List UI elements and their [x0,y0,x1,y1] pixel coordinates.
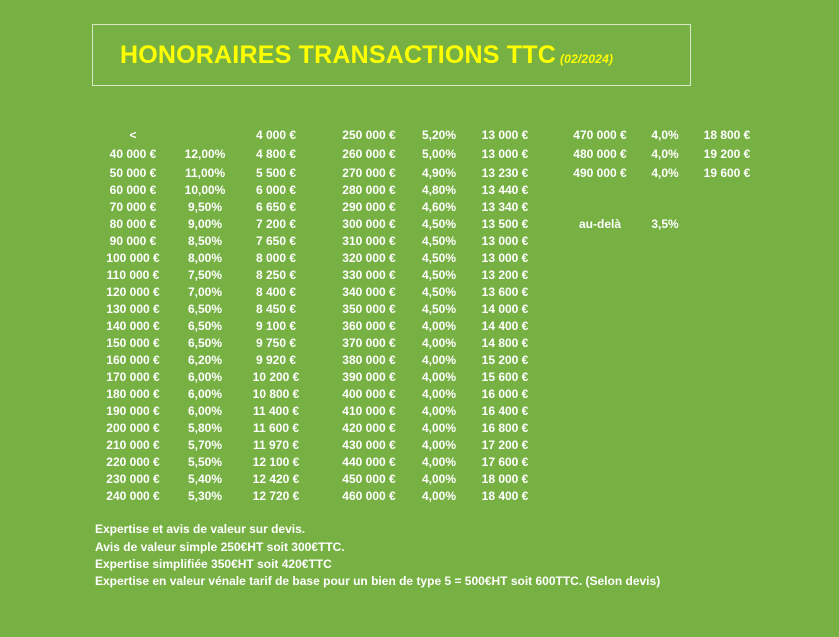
page-title [120,41,613,70]
table-cell-c1: 240 000 € [106,489,160,503]
note-line: Avis de valeur simple 250€HT soit 300€TTC. [95,540,345,554]
table-cell-c6: 13 000 € [481,234,529,248]
table-cell-c6: 15 600 € [481,370,529,384]
table-cell-c1: 170 000 € [106,370,160,384]
table-cell-c6: 14 800 € [481,336,529,350]
table-cell-c4: 420 000 € [342,421,396,435]
table-cell-c5: 4,60% [421,200,457,214]
table-cell-c6: 14 000 € [481,302,529,316]
table-cell-c1: 100 000 € [106,251,160,265]
table-cell-c5: 4,00% [421,489,457,503]
table-cell-c7: 480 000 € [573,147,627,161]
table-cell-c7: 490 000 € [573,166,627,180]
title-box [92,24,691,86]
table-cell-c6: 13 000 € [481,128,529,142]
table-cell-c1: 220 000 € [106,455,160,469]
table-cell-c3: 11 970 € [252,438,300,452]
table-cell-c3: 8 450 € [255,302,297,316]
table-cell-c5: 4,00% [421,455,457,469]
table-cell-c6: 18 000 € [481,472,529,486]
table-cell-c6: 13 000 € [481,147,529,161]
table-cell-c5: 4,00% [421,438,457,452]
table-cell-c6: 17 200 € [481,438,529,452]
table-cell-c4: 440 000 € [342,455,396,469]
table-cell-c3: 8 000 € [255,251,297,265]
table-cell-c7: au-delà [578,217,622,231]
table-cell-c1: 140 000 € [106,319,160,333]
table-cell-c2: 9,00% [187,217,223,231]
table-cell-c6: 14 400 € [481,319,529,333]
table-cell-c1: 210 000 € [106,438,160,452]
table-cell-c2: 6,50% [187,336,223,350]
table-cell-c8: 4,0% [651,166,679,180]
table-cell-c1: 60 000 € [109,183,157,197]
table-cell-c2: 12,00% [184,147,226,161]
table-cell-c3: 6 000 € [255,183,297,197]
table-cell-c4: 340 000 € [342,285,396,299]
table-cell-c6: 13 230 € [481,166,529,180]
table-cell-c4: 330 000 € [342,268,396,282]
table-cell-c2: 6,00% [187,404,223,418]
table-cell-c5: 4,00% [421,387,457,401]
table-cell-c3: 8 250 € [255,268,297,282]
table-cell-c4: 400 000 € [342,387,396,401]
table-cell-c9: 18 800 € [703,128,751,142]
table-cell-c8: 3,5% [651,217,679,231]
table-cell-c3: 10 800 € [252,387,300,401]
table-cell-c7: 470 000 € [573,128,627,142]
table-cell-c3: 9 920 € [255,353,297,367]
table-cell-c2: 8,50% [187,234,223,248]
table-cell-c3: 7 650 € [255,234,297,248]
table-cell-c6: 13 600 € [481,285,529,299]
table-cell-c6: 13 340 € [481,200,529,214]
table-cell-c6: 13 500 € [481,217,529,231]
table-cell-c2: 7,00% [187,285,223,299]
table-cell-c3: 12 420 € [252,472,300,486]
table-cell-c4: 410 000 € [342,404,396,418]
table-cell-c6: 13 200 € [481,268,529,282]
table-cell-c4: 460 000 € [342,489,396,503]
table-cell-c1: 200 000 € [106,421,160,435]
table-cell-c4: 390 000 € [342,370,396,384]
note-line: Expertise simplifiée 350€HT soit 420€TTC [95,557,332,571]
table-cell-c3: 4 800 € [255,147,297,161]
table-cell-c6: 13 440 € [481,183,529,197]
table-cell-c3: 11 600 € [252,421,300,435]
table-cell-c2: 5,80% [187,421,223,435]
table-cell-c3: 12 100 € [252,455,300,469]
table-cell-c4: 270 000 € [342,166,396,180]
table-cell-c1: 190 000 € [106,404,160,418]
table-cell-c9: 19 200 € [703,147,751,161]
table-cell-c5: 4,00% [421,472,457,486]
table-cell-c5: 5,00% [421,147,457,161]
table-cell-c1: 70 000 € [109,200,157,214]
table-cell-c3: 5 500 € [255,166,297,180]
table-cell-c8: 4,0% [651,147,679,161]
table-cell-c5: 4,50% [421,268,457,282]
table-cell-c6: 15 200 € [481,353,529,367]
table-cell-c2: 7,50% [187,268,223,282]
table-cell-c4: 430 000 € [342,438,396,452]
table-cell-c5: 4,50% [421,285,457,299]
table-cell-c6: 18 400 € [481,489,529,503]
table-cell-c1: 130 000 € [106,302,160,316]
table-cell-c2: 10,00% [184,183,226,197]
table-cell-c5: 4,00% [421,336,457,350]
table-cell-c3: 10 200 € [252,370,300,384]
table-cell-c1: < [129,128,137,142]
table-cell-c5: 4,50% [421,251,457,265]
table-cell-c5: 4,50% [421,217,457,231]
table-cell-c6: 17 600 € [481,455,529,469]
title-date: (02/2024) [559,52,614,66]
table-cell-c2: 5,50% [187,455,223,469]
table-cell-c2: 6,00% [187,370,223,384]
table-cell-c6: 16 800 € [481,421,529,435]
table-cell-c4: 300 000 € [342,217,396,231]
table-cell-c5: 5,20% [421,128,457,142]
table-cell-c5: 4,50% [421,302,457,316]
table-cell-c1: 180 000 € [106,387,160,401]
table-cell-c4: 260 000 € [342,147,396,161]
table-cell-c4: 360 000 € [342,319,396,333]
table-cell-c8: 4,0% [651,128,679,142]
table-cell-c5: 4,50% [421,234,457,248]
table-cell-c1: 40 000 € [109,147,157,161]
table-cell-c3: 12 720 € [252,489,300,503]
table-cell-c2: 5,40% [187,472,223,486]
table-cell-c3: 7 200 € [255,217,297,231]
table-cell-c4: 350 000 € [342,302,396,316]
table-cell-c3: 9 100 € [255,319,297,333]
table-cell-c4: 290 000 € [342,200,396,214]
table-cell-c3: 6 650 € [255,200,297,214]
table-cell-c1: 150 000 € [106,336,160,350]
table-cell-c2: 9,50% [187,200,223,214]
table-cell-c2: 6,20% [187,353,223,367]
table-cell-c4: 310 000 € [342,234,396,248]
table-cell-c3: 11 400 € [252,404,300,418]
table-cell-c3: 4 000 € [255,128,297,142]
table-cell-c2: 8,00% [187,251,223,265]
note-line: Expertise et avis de valeur sur devis. [95,522,306,536]
note-line: Expertise en valeur vénale tarif de base pour un bien de type 5 = 500€HT soit 600TTC. (Selon devis) [95,574,661,588]
table-cell-c4: 280 000 € [342,183,396,197]
table-cell-c1: 120 000 € [106,285,160,299]
table-cell-c1: 160 000 € [106,353,160,367]
table-cell-c5: 4,90% [421,166,457,180]
table-cell-c1: 230 000 € [106,472,160,486]
table-cell-c5: 4,00% [421,404,457,418]
table-cell-c4: 370 000 € [342,336,396,350]
table-cell-c1: 110 000 € [106,268,160,282]
table-cell-c3: 8 400 € [255,285,297,299]
table-cell-c2: 5,30% [187,489,223,503]
table-cell-c5: 4,00% [421,421,457,435]
table-cell-c3: 9 750 € [255,336,297,350]
table-cell-c1: 80 000 € [109,217,157,231]
title-main: HONORAIRES TRANSACTIONS TTC [120,41,556,69]
table-cell-c2: 11,00% [184,166,226,180]
table-cell-c9: 19 600 € [703,166,751,180]
table-cell-c4: 450 000 € [342,472,396,486]
table-cell-c2: 6,50% [187,319,223,333]
table-cell-c2: 6,50% [187,302,223,316]
table-cell-c5: 4,80% [421,183,457,197]
table-cell-c5: 4,00% [421,370,457,384]
table-cell-c1: 50 000 € [109,166,157,180]
table-cell-c6: 16 400 € [481,404,529,418]
table-cell-c2: 5,70% [187,438,223,452]
table-cell-c1: 90 000 € [109,234,157,248]
table-cell-c4: 250 000 € [342,128,396,142]
table-cell-c4: 380 000 € [342,353,396,367]
table-cell-c6: 16 000 € [481,387,529,401]
table-cell-c5: 4,00% [421,353,457,367]
table-cell-c4: 320 000 € [342,251,396,265]
table-cell-c6: 13 000 € [481,251,529,265]
table-cell-c5: 4,00% [421,319,457,333]
table-cell-c2: 6,00% [187,387,223,401]
